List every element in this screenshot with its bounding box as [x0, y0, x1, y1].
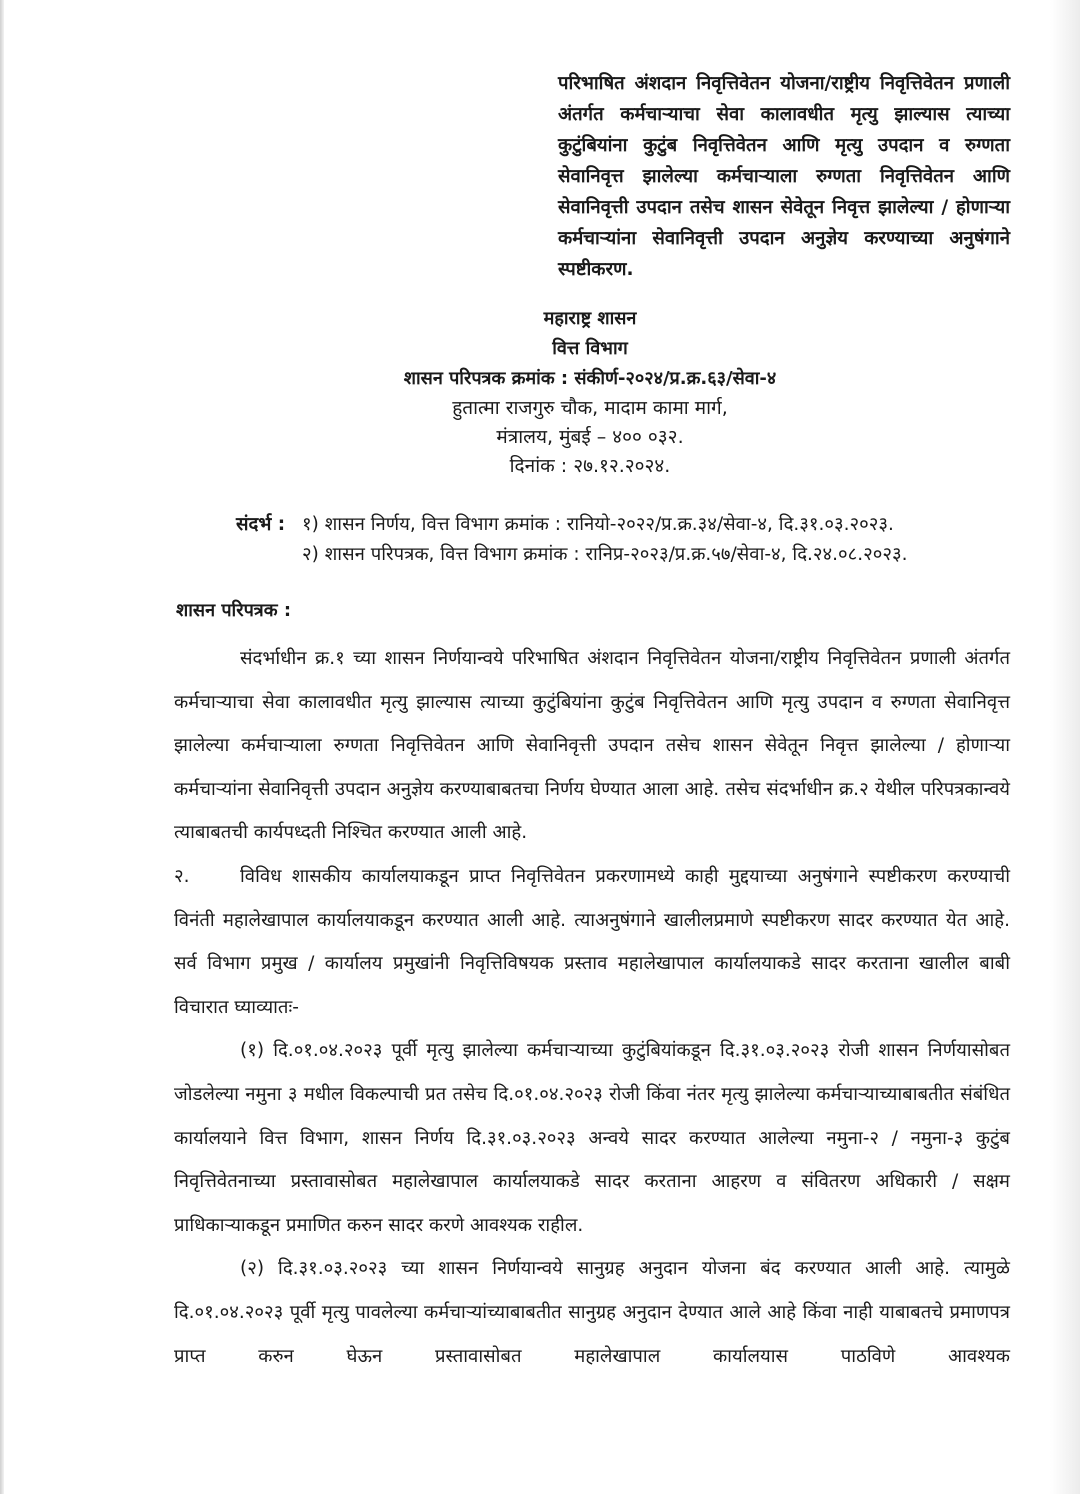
circular-date: दिनांक : २७.१२.२०२४. [509, 455, 671, 477]
circular-body [174, 637, 1010, 1378]
subject-block: परिभाषित अंशदान निवृत्तिवेतन योजना/राष्ट्रीय निवृत्तिवेतन प्रणाली अंतर्गत कर्मचाऱ्याचा सेवा कालावधीत मृत्यु झाल्यास त्याच्या कुटुंबियांना कुटुंब निवृत्तिवेतन आणि मृत्यु उपदान व रुग्णता सेवानिवृत्त झालेल्या कर्मचाऱ्याला रुग्णता निवृत्तिवेतन आणि सेवानिवृत्ती उपदान तसेच शासन सेवेतून निवृत्त झालेल्या / होणाऱ्या कर्मचाऱ्यांना सेवानिवृत्ती उपदान अनुज्ञेय करण्याच्या अनुषंगाने स्पष्टीकरण. [558, 73, 1010, 280]
paragraph-number: २. [174, 865, 190, 887]
sub-point-1: (१) दि.०१.०४.२०२३ पूर्वी मृत्यु झालेल्या कर्मचाऱ्याच्या कुटुंबियांकडून दि.३१.०३.२०२३ रोजी शासन निर्णयासोबत जोडलेल्या नमुना ३ मधील विकल्पाची प्रत तसेच दि.०१.०४.२०२३ रोजी किंवा नंतर मृत्यु झालेल्या कर्मचाऱ्याच्याबाबतीत संबंधित कार्यालयाने वित्त विभाग, शासन निर्णय दि.३१.०३.२०२३ अन्वये सादर करण्यात आलेल्या नमुना-२ / नमुना-३ कुटुंब निवृत्तिवेतनाच्या प्रस्तावासोबत महालेखापाल कार्यालयाकडे सादर करताना आहरण व संवितरण अधिकारी / सक्षम प्राधिकाऱ्याकडून प्रमाणित करुन सादर करणे आवश्यक राहील. [174, 1040, 1010, 1236]
references-label: संदर्भ : [236, 514, 286, 535]
paragraph-2 [174, 855, 1010, 1029]
circular-number: शासन परिपत्रक क्रमांक : संकीर्ण-२०२४/प्र.क्र.६३/सेवा-४ [403, 368, 777, 389]
department-name: वित्त विभाग [552, 338, 628, 359]
document-header [300, 304, 880, 481]
reference-item: २) शासन परिपत्रक, वित्त विभाग क्रमांक : रानिप्र-२०२३/प्र.क्र.५७/सेवा-४, दि.२४.०८.२०२३. [302, 544, 908, 565]
paragraph-1: संदर्भाधीन क्र.१ च्या शासन निर्णयान्वये परिभाषित अंशदान निवृत्तिवेतन योजना/राष्ट्रीय निवृत्तिवेतन प्रणाली अंतर्गत कर्मचाऱ्याचा सेवा कालावधीत मृत्यु झाल्यास त्याच्या कुटुंबियांना कुटुंब निवृत्तिवेतन आणि मृत्यु उपदान व रुग्णता सेवानिवृत्त झालेल्या कर्मचाऱ्याला रुग्णता निवृत्तिवेतन आणि सेवानिवृत्ती उपदान तसेच शासन सेवेतून निवृत्त झालेल्या / होणाऱ्या कर्मचाऱ्यांना सेवानिवृत्ती उपदान अनुज्ञेय करण्याबाबतचा निर्णय घेण्यात आला आहे. तसेच संदर्भाधीन क्र.२ येथील परिपत्रकान्वये त्याबाबतची कार्यपध्दती निश्चित करण्यात आली आहे. [174, 648, 1010, 844]
sub-point-2: (२) दि.३१.०३.२०२३ च्या शासन निर्णयान्वये सानुग्रह अनुदान योजना बंद करण्यात आली आहे. त्यामुळे दि.०१.०४.२०२३ पूर्वी मृत्यु पावलेल्या कर्मचाऱ्यांच्याबाबतीत सानुग्रह अनुदान देण्यात आले आहे किंवा नाही याबाबतचे प्रमाणपत्र प्राप्त करुन घेऊन प्रस्तावासोबत महालेखापाल कार्यालयास पाठविणे आवश्यक [174, 1258, 1010, 1367]
government-name: महाराष्ट्र शासन [543, 308, 637, 329]
references-block [236, 510, 908, 570]
reference-item: १) शासन निर्णय, वित्त विभाग क्रमांक : रानियो-२०२२/प्र.क्र.३४/सेवा-४, दि.३१.०३.२०२३. [302, 514, 894, 535]
address-line-2: मंत्रालय, मुंबई – ४०० ०३२. [496, 426, 684, 448]
address-line-1: हुतात्मा राजगुरु चौक, मादाम कामा मार्ग, [452, 397, 728, 419]
section-heading: शासन परिपत्रक : [176, 600, 292, 621]
paragraph-2-text: विविध शासकीय कार्यालयाकडून प्राप्त निवृत्तिवेतन प्रकरणामध्ये काही मुद्दयाच्या अनुषंगाने स्पष्टीकरण करण्याची विनंती महालेखापाल कार्यालयाकडून करण्यात आली आहे. त्याअनुषंगाने खालीलप्रमाणे स्पष्टीकरण सादर करण्यात येत आहे. सर्व विभाग प्रमुख / कार्यालय प्रमुखांनी निवृत्तिविषयक प्रस्ताव महालेखापाल कार्यालयाकडे सादर करताना खालील बाबी विचारात घ्याव्यातः- [174, 865, 1010, 1018]
page-shadow-right [1050, 0, 1080, 1494]
reference-row [236, 510, 908, 540]
reference-row [236, 540, 908, 570]
page-shadow-left [0, 0, 4, 1494]
